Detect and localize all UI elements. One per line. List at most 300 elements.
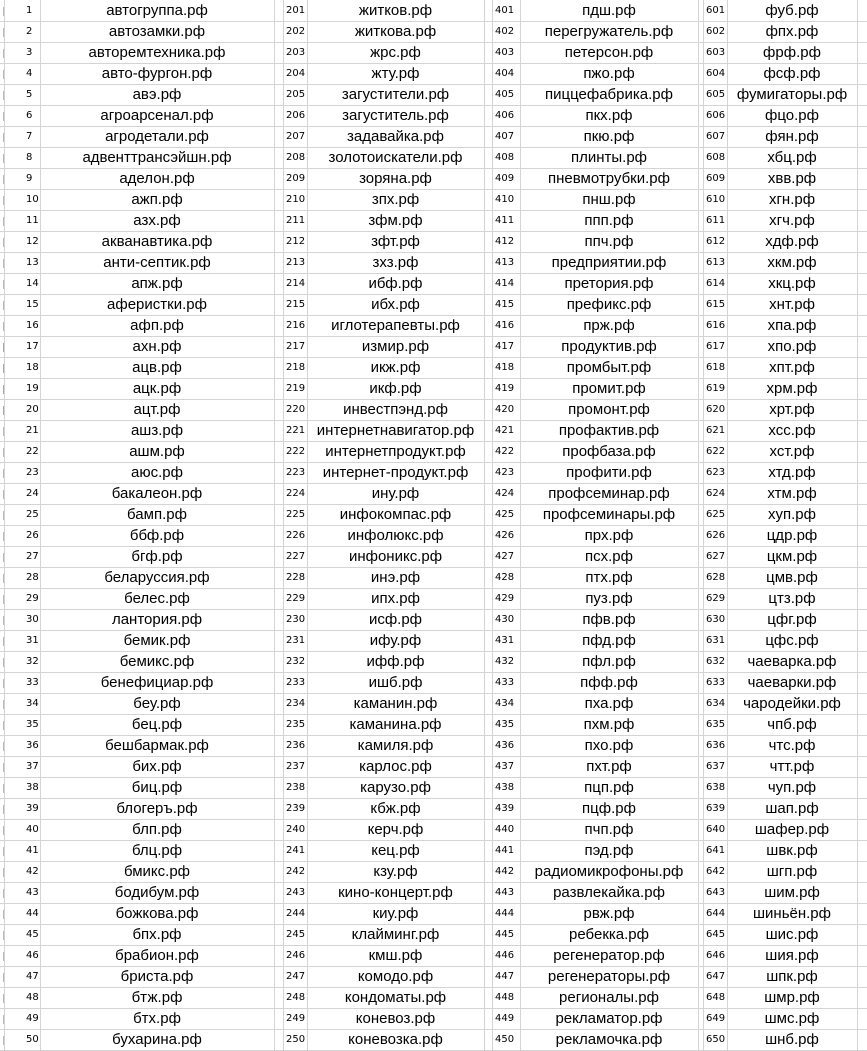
row-number-cell[interactable]: 637: [706, 761, 726, 772]
row-number-cell[interactable]: 22: [26, 446, 39, 457]
domain-name-cell[interactable]: пхт.рф: [586, 758, 632, 775]
domain-name-cell[interactable]: коневозка.рф: [348, 1031, 443, 1048]
domain-name-cell[interactable]: ббф.рф: [129, 527, 185, 544]
row-number-cell[interactable]: 414: [495, 278, 515, 289]
row-number-cell[interactable]: 218: [286, 362, 306, 373]
domain-name-cell[interactable]: белес.рф: [124, 590, 190, 607]
domain-name-cell[interactable]: пчп.рф: [584, 821, 634, 838]
row-number-cell[interactable]: 12: [26, 236, 39, 247]
domain-name-cell[interactable]: клайминг.рф: [351, 926, 440, 943]
row-number-cell[interactable]: 30: [26, 614, 39, 625]
domain-name-cell[interactable]: пэд.рф: [584, 842, 634, 859]
row-number-cell[interactable]: 220: [286, 404, 306, 415]
row-number-cell[interactable]: 420: [495, 404, 515, 415]
domain-name-cell[interactable]: анти-септик.рф: [103, 254, 211, 271]
row-number-cell[interactable]: 632: [706, 656, 726, 667]
row-number-cell[interactable]: 613: [706, 257, 726, 268]
row-number-cell[interactable]: 250: [286, 1034, 306, 1045]
domain-name-cell[interactable]: цкм.рф: [766, 548, 818, 565]
domain-name-cell[interactable]: хст.рф: [769, 443, 815, 460]
row-number-cell[interactable]: 411: [495, 215, 515, 226]
domain-name-cell[interactable]: авторемтехника.рф: [88, 44, 226, 61]
domain-name-cell[interactable]: зфм.рф: [368, 212, 423, 229]
domain-name-cell[interactable]: зпх.рф: [371, 191, 420, 208]
row-number-cell[interactable]: 5: [26, 89, 33, 100]
row-number-cell[interactable]: 208: [286, 152, 306, 163]
row-number-cell[interactable]: 243: [286, 887, 306, 898]
domain-name-cell[interactable]: шмс.рф: [764, 1010, 820, 1027]
domain-name-cell[interactable]: фян.рф: [765, 128, 819, 145]
row-number-cell[interactable]: 24: [26, 488, 39, 499]
domain-name-cell[interactable]: регионалы.рф: [559, 989, 659, 1006]
domain-name-cell[interactable]: чпб.рф: [767, 716, 817, 733]
domain-name-cell[interactable]: прх.рф: [584, 527, 634, 544]
domain-name-cell[interactable]: пцп.рф: [584, 779, 634, 796]
row-number-cell[interactable]: 442: [495, 866, 515, 877]
domain-name-cell[interactable]: регенераторы.рф: [547, 968, 671, 985]
domain-name-cell[interactable]: каманина.рф: [349, 716, 442, 733]
domain-name-cell[interactable]: бтх.рф: [133, 1010, 181, 1027]
row-number-cell[interactable]: 413: [495, 257, 515, 268]
row-number-cell[interactable]: 404: [495, 68, 515, 79]
domain-name-cell[interactable]: каманин.рф: [353, 695, 438, 712]
domain-name-cell[interactable]: аделон.рф: [119, 170, 195, 187]
domain-name-cell[interactable]: рекламатор.рф: [555, 1010, 663, 1027]
row-number-cell[interactable]: 207: [286, 131, 306, 142]
row-number-cell[interactable]: 432: [495, 656, 515, 667]
row-number-cell[interactable]: 433: [495, 677, 515, 688]
row-number-cell[interactable]: 20: [26, 404, 39, 415]
row-number-cell[interactable]: 609: [706, 173, 726, 184]
domain-name-cell[interactable]: шафер.рф: [754, 821, 830, 838]
row-number-cell[interactable]: 418: [495, 362, 515, 373]
row-number-cell[interactable]: 221: [286, 425, 306, 436]
row-number-cell[interactable]: 438: [495, 782, 515, 793]
row-number-cell[interactable]: 642: [706, 866, 726, 877]
row-number-cell[interactable]: 434: [495, 698, 515, 709]
domain-name-cell[interactable]: плинты.рф: [570, 149, 648, 166]
row-number-cell[interactable]: 646: [706, 950, 726, 961]
domain-name-cell[interactable]: пцф.рф: [582, 800, 636, 817]
domain-name-cell[interactable]: хвв.рф: [767, 170, 817, 187]
row-number-cell[interactable]: 621: [706, 425, 726, 436]
domain-name-cell[interactable]: авто-фургон.рф: [101, 65, 213, 82]
domain-name-cell[interactable]: пфл.рф: [582, 653, 636, 670]
row-number-cell[interactable]: 631: [706, 635, 726, 646]
domain-name-cell[interactable]: киу.рф: [372, 905, 419, 922]
row-number-cell[interactable]: 629: [706, 593, 726, 604]
row-number-cell[interactable]: 10: [26, 194, 39, 205]
domain-name-cell[interactable]: промбыт.рф: [566, 359, 652, 376]
domain-name-cell[interactable]: шиньён.рф: [753, 905, 831, 922]
row-number-cell[interactable]: 38: [26, 782, 39, 793]
domain-name-cell[interactable]: апж.рф: [131, 275, 183, 292]
domain-name-cell[interactable]: бодибум.рф: [114, 884, 200, 901]
row-number-cell[interactable]: 232: [286, 656, 306, 667]
domain-name-cell[interactable]: инвестпэнд.рф: [343, 401, 448, 418]
domain-name-cell[interactable]: агродетали.рф: [105, 128, 209, 145]
domain-name-cell[interactable]: пфф.рф: [580, 674, 638, 691]
domain-name-cell[interactable]: божкова.рф: [115, 905, 199, 922]
domain-name-cell[interactable]: хпт.рф: [769, 359, 815, 376]
row-number-cell[interactable]: 639: [706, 803, 726, 814]
domain-name-cell[interactable]: пдш.рф: [582, 2, 636, 19]
row-number-cell[interactable]: 43: [26, 887, 39, 898]
domain-name-cell[interactable]: пхм.рф: [583, 716, 635, 733]
row-number-cell[interactable]: 625: [706, 509, 726, 520]
row-number-cell[interactable]: 7: [26, 131, 33, 142]
row-number-cell[interactable]: 409: [495, 173, 515, 184]
row-number-cell[interactable]: 201: [286, 5, 306, 16]
row-number-cell[interactable]: 245: [286, 929, 306, 940]
domain-name-cell[interactable]: акванавтика.рф: [101, 233, 213, 250]
domain-name-cell[interactable]: афп.рф: [130, 317, 184, 334]
domain-name-cell[interactable]: кзу.рф: [373, 863, 418, 880]
row-number-cell[interactable]: 28: [26, 572, 39, 583]
row-number-cell[interactable]: 206: [286, 110, 306, 121]
domain-name-cell[interactable]: жту.рф: [371, 65, 420, 82]
row-number-cell[interactable]: 247: [286, 971, 306, 982]
domain-name-cell[interactable]: цтз.рф: [768, 590, 816, 607]
row-number-cell[interactable]: 234: [286, 698, 306, 709]
row-number-cell[interactable]: 640: [706, 824, 726, 835]
domain-name-cell[interactable]: фрф.рф: [763, 44, 821, 61]
row-number-cell[interactable]: 611: [706, 215, 726, 226]
row-number-cell[interactable]: 235: [286, 719, 306, 730]
row-number-cell[interactable]: 42: [26, 866, 39, 877]
domain-name-cell[interactable]: лантория.рф: [111, 611, 203, 628]
row-number-cell[interactable]: 219: [286, 383, 306, 394]
domain-name-cell[interactable]: ппп.рф: [584, 212, 634, 229]
domain-name-cell[interactable]: зхз.рф: [372, 254, 419, 271]
row-number-cell[interactable]: 426: [495, 530, 515, 541]
domain-name-cell[interactable]: ппч.рф: [584, 233, 634, 250]
domain-name-cell[interactable]: пневмотрубки.рф: [548, 170, 670, 187]
domain-name-cell[interactable]: брабион.рф: [115, 947, 199, 964]
row-number-cell[interactable]: 229: [286, 593, 306, 604]
domain-name-cell[interactable]: интернетпродукт.рф: [325, 443, 466, 460]
row-number-cell[interactable]: 6: [26, 110, 33, 121]
domain-name-cell[interactable]: фумигаторы.рф: [736, 86, 848, 103]
domain-name-cell[interactable]: бмикс.рф: [123, 863, 191, 880]
row-number-cell[interactable]: 1: [26, 5, 33, 16]
domain-name-cell[interactable]: блп.рф: [132, 821, 182, 838]
domain-name-cell[interactable]: пиццефабрика.рф: [545, 86, 673, 103]
row-number-cell[interactable]: 612: [706, 236, 726, 247]
row-number-cell[interactable]: 427: [495, 551, 515, 562]
row-number-cell[interactable]: 449: [495, 1013, 515, 1024]
row-number-cell[interactable]: 37: [26, 761, 39, 772]
row-number-cell[interactable]: 18: [26, 362, 39, 373]
row-number-cell[interactable]: 407: [495, 131, 515, 142]
domain-name-cell[interactable]: агроарсенал.рф: [100, 107, 214, 124]
domain-name-cell[interactable]: фпх.рф: [765, 23, 819, 40]
domain-name-cell[interactable]: пуз.рф: [585, 590, 633, 607]
row-number-cell[interactable]: 246: [286, 950, 306, 961]
domain-name-cell[interactable]: загуститель.рф: [342, 107, 449, 124]
row-number-cell[interactable]: 242: [286, 866, 306, 877]
row-number-cell[interactable]: 647: [706, 971, 726, 982]
domain-name-cell[interactable]: рекламочка.рф: [555, 1031, 663, 1048]
domain-name-cell[interactable]: шия.рф: [765, 947, 819, 964]
row-number-cell[interactable]: 240: [286, 824, 306, 835]
row-number-cell[interactable]: 2: [26, 26, 33, 37]
row-number-cell[interactable]: 214: [286, 278, 306, 289]
domain-name-cell[interactable]: хкц.рф: [768, 275, 816, 292]
domain-name-cell[interactable]: карузо.рф: [360, 779, 431, 796]
domain-name-cell[interactable]: пжо.рф: [583, 65, 635, 82]
domain-name-cell[interactable]: бпх.рф: [132, 926, 182, 943]
row-number-cell[interactable]: 21: [26, 425, 39, 436]
domain-name-cell[interactable]: кбж.рф: [370, 800, 421, 817]
domain-name-cell[interactable]: карлос.рф: [359, 758, 432, 775]
row-number-cell[interactable]: 430: [495, 614, 515, 625]
row-number-cell[interactable]: 3: [26, 47, 33, 58]
domain-name-cell[interactable]: ашз.рф: [130, 422, 184, 439]
row-number-cell[interactable]: 33: [26, 677, 39, 688]
row-number-cell[interactable]: 630: [706, 614, 726, 625]
row-number-cell[interactable]: 615: [706, 299, 726, 310]
row-number-cell[interactable]: 217: [286, 341, 306, 352]
domain-name-cell[interactable]: ахн.рф: [132, 338, 182, 355]
domain-name-cell[interactable]: автозамки.рф: [108, 23, 206, 40]
row-number-cell[interactable]: 608: [706, 152, 726, 163]
domain-name-cell[interactable]: хсс.рф: [768, 422, 816, 439]
domain-name-cell[interactable]: бемикс.рф: [119, 653, 195, 670]
row-number-cell[interactable]: 244: [286, 908, 306, 919]
row-number-cell[interactable]: 34: [26, 698, 39, 709]
domain-name-cell[interactable]: адвенттрансэйшн.рф: [82, 149, 232, 166]
domain-name-cell[interactable]: цфс.рф: [765, 632, 819, 649]
domain-name-cell[interactable]: префикс.рф: [566, 296, 652, 313]
row-number-cell[interactable]: 237: [286, 761, 306, 772]
domain-name-cell[interactable]: продуктив.рф: [561, 338, 657, 355]
row-number-cell[interactable]: 32: [26, 656, 39, 667]
row-number-cell[interactable]: 425: [495, 509, 515, 520]
row-number-cell[interactable]: 447: [495, 971, 515, 982]
row-number-cell[interactable]: 236: [286, 740, 306, 751]
row-number-cell[interactable]: 440: [495, 824, 515, 835]
row-number-cell[interactable]: 249: [286, 1013, 306, 1024]
row-number-cell[interactable]: 439: [495, 803, 515, 814]
row-number-cell[interactable]: 645: [706, 929, 726, 940]
row-number-cell[interactable]: 602: [706, 26, 726, 37]
row-number-cell[interactable]: 445: [495, 929, 515, 940]
domain-name-cell[interactable]: шап.рф: [765, 800, 819, 817]
row-number-cell[interactable]: 248: [286, 992, 306, 1003]
row-number-cell[interactable]: 444: [495, 908, 515, 919]
domain-name-cell[interactable]: житкова.рф: [354, 23, 437, 40]
domain-name-cell[interactable]: хрт.рф: [769, 401, 815, 418]
domain-name-cell[interactable]: хпа.рф: [767, 317, 817, 334]
domain-name-cell[interactable]: петерсон.рф: [564, 44, 654, 61]
domain-name-cell[interactable]: ину.рф: [371, 485, 420, 502]
row-number-cell[interactable]: 230: [286, 614, 306, 625]
domain-name-cell[interactable]: ишб.рф: [368, 674, 423, 691]
row-number-cell[interactable]: 620: [706, 404, 726, 415]
row-number-cell[interactable]: 23: [26, 467, 39, 478]
row-number-cell[interactable]: 635: [706, 719, 726, 730]
row-number-cell[interactable]: 441: [495, 845, 515, 856]
domain-name-cell[interactable]: икф.рф: [369, 380, 422, 397]
domain-name-cell[interactable]: регенератор.рф: [553, 947, 665, 964]
row-number-cell[interactable]: 225: [286, 509, 306, 520]
domain-name-cell[interactable]: комодо.рф: [357, 968, 434, 985]
row-number-cell[interactable]: 40: [26, 824, 39, 835]
domain-name-cell[interactable]: профсеминар.рф: [548, 485, 670, 502]
row-number-cell[interactable]: 624: [706, 488, 726, 499]
domain-name-cell[interactable]: промит.рф: [572, 380, 646, 397]
row-number-cell[interactable]: 403: [495, 47, 515, 58]
row-number-cell[interactable]: 15: [26, 299, 39, 310]
domain-name-cell[interactable]: хтм.рф: [767, 485, 817, 502]
domain-name-cell[interactable]: прж.рф: [583, 317, 635, 334]
row-number-cell[interactable]: 415: [495, 299, 515, 310]
row-number-cell[interactable]: 16: [26, 320, 39, 331]
row-number-cell[interactable]: 443: [495, 887, 515, 898]
row-number-cell[interactable]: 607: [706, 131, 726, 142]
domain-name-cell[interactable]: хрм.рф: [766, 380, 818, 397]
domain-name-cell[interactable]: ребекка.рф: [569, 926, 649, 943]
row-number-cell[interactable]: 212: [286, 236, 306, 247]
row-number-cell[interactable]: 222: [286, 446, 306, 457]
row-number-cell[interactable]: 213: [286, 257, 306, 268]
row-number-cell[interactable]: 638: [706, 782, 726, 793]
row-number-cell[interactable]: 648: [706, 992, 726, 1003]
domain-name-cell[interactable]: кино-концерт.рф: [338, 884, 453, 901]
domain-name-cell[interactable]: беларуссия.рф: [104, 569, 210, 586]
domain-name-cell[interactable]: золотоискатели.рф: [328, 149, 463, 166]
row-number-cell[interactable]: 239: [286, 803, 306, 814]
row-number-cell[interactable]: 619: [706, 383, 726, 394]
domain-name-cell[interactable]: шгп.рф: [766, 863, 818, 880]
row-number-cell[interactable]: 604: [706, 68, 726, 79]
domain-name-cell[interactable]: автогруппа.рф: [106, 2, 208, 19]
domain-name-cell[interactable]: бешбармак.рф: [105, 737, 209, 754]
domain-name-cell[interactable]: хпо.рф: [767, 338, 817, 355]
domain-name-cell[interactable]: бгф.рф: [131, 548, 183, 565]
row-number-cell[interactable]: 210: [286, 194, 306, 205]
domain-name-cell[interactable]: азх.рф: [133, 212, 181, 229]
row-number-cell[interactable]: 231: [286, 635, 306, 646]
row-number-cell[interactable]: 636: [706, 740, 726, 751]
row-number-cell[interactable]: 649: [706, 1013, 726, 1024]
row-number-cell[interactable]: 431: [495, 635, 515, 646]
row-number-cell[interactable]: 428: [495, 572, 515, 583]
row-number-cell[interactable]: 416: [495, 320, 515, 331]
row-number-cell[interactable]: 435: [495, 719, 515, 730]
domain-name-cell[interactable]: авэ.рф: [132, 86, 182, 103]
row-number-cell[interactable]: 25: [26, 509, 39, 520]
domain-name-cell[interactable]: рвж.рф: [583, 905, 635, 922]
row-number-cell[interactable]: 203: [286, 47, 306, 58]
row-number-cell[interactable]: 424: [495, 488, 515, 499]
row-number-cell[interactable]: 616: [706, 320, 726, 331]
domain-name-cell[interactable]: птх.рф: [585, 569, 633, 586]
row-number-cell[interactable]: 605: [706, 89, 726, 100]
row-number-cell[interactable]: 26: [26, 530, 39, 541]
row-number-cell[interactable]: 224: [286, 488, 306, 499]
row-number-cell[interactable]: 29: [26, 593, 39, 604]
domain-name-cell[interactable]: претория.рф: [564, 275, 654, 292]
row-number-cell[interactable]: 419: [495, 383, 515, 394]
domain-name-cell[interactable]: ифф.рф: [366, 653, 425, 670]
domain-name-cell[interactable]: икж.рф: [370, 359, 421, 376]
row-number-cell[interactable]: 402: [495, 26, 515, 37]
domain-name-cell[interactable]: хтд.рф: [768, 464, 816, 481]
row-number-cell[interactable]: 446: [495, 950, 515, 961]
row-number-cell[interactable]: 41: [26, 845, 39, 856]
domain-name-cell[interactable]: шим.рф: [764, 884, 820, 901]
row-number-cell[interactable]: 205: [286, 89, 306, 100]
row-number-cell[interactable]: 622: [706, 446, 726, 457]
domain-name-cell[interactable]: чаеварка.рф: [747, 653, 837, 670]
domain-name-cell[interactable]: предприятии.рф: [551, 254, 667, 271]
domain-name-cell[interactable]: коневоз.рф: [355, 1010, 436, 1027]
domain-name-cell[interactable]: хкм.рф: [767, 254, 817, 271]
row-number-cell[interactable]: 4: [26, 68, 33, 79]
row-number-cell[interactable]: 633: [706, 677, 726, 688]
domain-name-cell[interactable]: псх.рф: [585, 548, 633, 565]
row-number-cell[interactable]: 46: [26, 950, 39, 961]
domain-name-cell[interactable]: камиля.рф: [357, 737, 434, 754]
domain-name-cell[interactable]: чуп.рф: [767, 779, 817, 796]
domain-name-cell[interactable]: профити.рф: [566, 464, 652, 481]
domain-name-cell[interactable]: бакалеон.рф: [111, 485, 203, 502]
row-number-cell[interactable]: 209: [286, 173, 306, 184]
domain-name-cell[interactable]: профбаза.рф: [562, 443, 656, 460]
row-number-cell[interactable]: 614: [706, 278, 726, 289]
domain-name-cell[interactable]: пхо.рф: [584, 737, 634, 754]
domain-name-cell[interactable]: хдф.рф: [765, 233, 819, 250]
domain-name-cell[interactable]: промонт.рф: [568, 401, 650, 418]
row-number-cell[interactable]: 617: [706, 341, 726, 352]
row-number-cell[interactable]: 437: [495, 761, 515, 772]
domain-name-cell[interactable]: исф.рф: [368, 611, 423, 628]
domain-name-cell[interactable]: ажп.рф: [131, 191, 183, 208]
row-number-cell[interactable]: 31: [26, 635, 39, 646]
domain-name-cell[interactable]: инэ.рф: [370, 569, 421, 586]
row-number-cell[interactable]: 423: [495, 467, 515, 478]
domain-name-cell[interactable]: пха.рф: [584, 695, 634, 712]
row-number-cell[interactable]: 408: [495, 152, 515, 163]
domain-name-cell[interactable]: кец.рф: [371, 842, 420, 859]
domain-name-cell[interactable]: керч.рф: [367, 821, 424, 838]
domain-name-cell[interactable]: цмв.рф: [766, 569, 818, 586]
row-number-cell[interactable]: 215: [286, 299, 306, 310]
row-number-cell[interactable]: 44: [26, 908, 39, 919]
domain-name-cell[interactable]: пфд.рф: [582, 632, 636, 649]
domain-name-cell[interactable]: измир.рф: [361, 338, 430, 355]
row-number-cell[interactable]: 48: [26, 992, 39, 1003]
domain-name-cell[interactable]: блц.рф: [131, 842, 183, 859]
domain-name-cell[interactable]: радиомикрофоны.рф: [534, 863, 684, 880]
domain-name-cell[interactable]: зоряна.рф: [359, 170, 432, 187]
domain-name-cell[interactable]: хнт.рф: [769, 296, 815, 313]
domain-name-cell[interactable]: чтс.рф: [768, 737, 816, 754]
row-number-cell[interactable]: 410: [495, 194, 515, 205]
row-number-cell[interactable]: 204: [286, 68, 306, 79]
row-number-cell[interactable]: 627: [706, 551, 726, 562]
domain-name-cell[interactable]: шис.рф: [765, 926, 819, 943]
row-number-cell[interactable]: 17: [26, 341, 39, 352]
domain-name-cell[interactable]: бих.рф: [132, 758, 182, 775]
row-number-cell[interactable]: 233: [286, 677, 306, 688]
row-number-cell[interactable]: 603: [706, 47, 726, 58]
domain-name-cell[interactable]: цфг.рф: [767, 611, 817, 628]
row-number-cell[interactable]: 623: [706, 467, 726, 478]
row-number-cell[interactable]: 238: [286, 782, 306, 793]
